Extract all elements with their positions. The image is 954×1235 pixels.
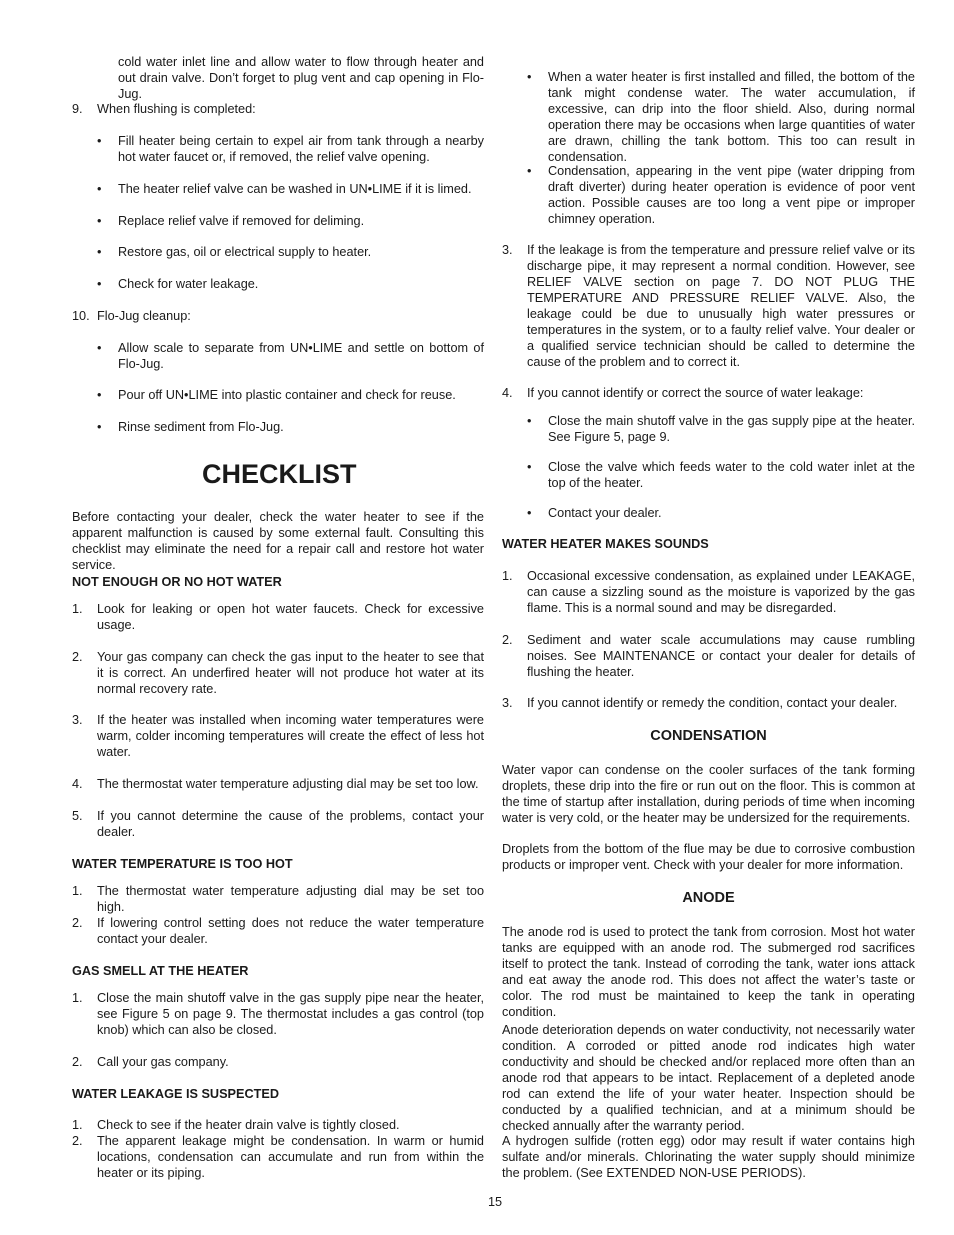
item-text: Call your gas company.	[97, 1055, 229, 1069]
item-number: 2.	[72, 916, 83, 930]
bullet-icon: •	[527, 506, 532, 520]
bullet-item	[502, 459, 915, 491]
too-hot-heading: WATER TEMPERATURE IS TOO HOT	[72, 857, 293, 871]
anode-heading: ANODE	[682, 890, 735, 906]
bullet-item	[72, 387, 484, 403]
bullet-text: Close the valve which feeds water to the cold water inlet at the top of the heater.	[548, 460, 915, 490]
item-number: 2.	[72, 650, 83, 664]
anode-paragraph: The anode rod is used to protect the tank from corrosion. Most hot water tanks are equipped with an anode rod. The submerged rod sacrifices itself to protect the tank. Instead of corroding the tank, water ions attack and eat away the anode rod. This does not affect the water’s taste or color. The rod must be maintained to keep the tank in operating condition.	[502, 925, 915, 1019]
bullet-icon: •	[527, 460, 532, 474]
condensation-heading: CONDENSATION	[650, 728, 767, 744]
bullet-icon: •	[97, 182, 102, 196]
bullet-text: Close the main shutoff valve in the gas supply pipe at the heater. See Figure 5, page 9.	[548, 414, 915, 444]
item-text: The apparent leakage might be condensation. In warm or humid locations, condensation can accumulate and run from within the heater or its piping.	[97, 1134, 484, 1180]
bullet-text: Allow scale to separate from UN•LIME and settle on bottom of Flo-Jug.	[118, 341, 484, 371]
item-number: 5.	[72, 809, 83, 823]
anode-paragraph: A hydrogen sulfide (rotten egg) odor may result if water contains high sulfate and/or minerals. Chlorinating the water supply should minimize the problem. (See EXTENDED NON-USE PERIODS).	[502, 1134, 915, 1180]
item-number: 1.	[72, 991, 83, 1005]
item-number: 1.	[72, 602, 83, 616]
item-text: If lowering control setting does not reduce the water temperature contact your dealer.	[97, 916, 484, 946]
bullet-text: Restore gas, oil or electrical supply to heater.	[118, 245, 372, 259]
bullet-item	[72, 244, 484, 260]
item-text: Look for leaking or open hot water faucets. Check for excessive usage.	[97, 602, 484, 632]
section-title: CHECKLIST	[202, 459, 357, 489]
item-number: 4.	[72, 777, 83, 791]
item-number: 2.	[502, 633, 513, 647]
item-number: 4.	[502, 386, 513, 400]
numbered-item	[72, 1133, 484, 1181]
bullet-text: The heater relief valve can be washed in UN•LIME if it is limed.	[118, 182, 472, 196]
bullet-text: Pour off UN•LIME into plastic container and check for reuse.	[118, 388, 456, 402]
item-number: 2.	[72, 1055, 83, 1069]
numbered-item	[72, 1117, 484, 1133]
bullet-icon: •	[527, 164, 532, 178]
step-number: 10.	[72, 309, 90, 323]
bullet-item	[72, 181, 484, 197]
item-text: If the leakage is from the temperature and pressure relief valve or its discharge pipe, it may represent a normal condition. However, see RELIEF VALVE section on page 7. DO NOT PLUG THE TEMPERATURE AND PRESSURE RELIEF VALVE. Also, the leakage could be due to unusually high water pressures or temperatures in the system, or to a faulty relief valve. Your dealer or a qualified service technician should be called to determine the cause of the problem and to correct it.	[527, 243, 915, 369]
numbered-item	[72, 1054, 484, 1070]
bullet-text: Condensation, appearing in the vent pipe (water dripping from draft diverter) during heater operation is evidence of poor vent action. Possible causes are too long a vent pipe or improper chimney operation.	[548, 164, 915, 226]
bullet-icon: •	[97, 134, 102, 148]
bullet-item	[72, 419, 484, 435]
bullet-icon: •	[97, 341, 102, 355]
condensation-paragraph: Water vapor can condense on the cooler surfaces of the tank forming droplets, these drip into the fire or run out on the floor. This is common at the time of startup after installation, during periods of time when incoming water is very cold, or the heater may be undersized for the requirements.	[502, 763, 915, 825]
item-text: Sediment and water scale accumulations may cause rumbling noises. See MAINTENANCE or contact your dealer for details of flushing the heater.	[527, 633, 915, 679]
sounds-heading: WATER HEATER MAKES SOUNDS	[502, 537, 709, 551]
anode-paragraph: Anode deterioration depends on water conductivity, not necessarily water condition. A corroded or pitted anode rod indicates high water conductivity and should be checked and/or replaced more often than an anode rod that appears to be intact. Replacement of a depleted anode rod can extend the life of your water heater. Inspection should be conducted by a qualified technician, and at a minimum should be checked annually after the warranty period.	[502, 1023, 915, 1133]
bullet-item	[72, 340, 484, 372]
bullet-item	[502, 163, 915, 227]
bullet-text: Rinse sediment from Flo-Jug.	[118, 420, 284, 434]
item-text: Occasional excessive condensation, as explained under LEAKAGE, can cause a sizzling sound as the moisture is vaporized by the gas flame. This is a normal sound and may be disregarded.	[527, 569, 915, 615]
bullet-text: Check for water leakage.	[118, 277, 259, 291]
numbered-item	[502, 242, 915, 370]
step-10	[72, 308, 484, 324]
step-text: When flushing is completed:	[97, 102, 256, 116]
bullet-text: When a water heater is first installed and filled, the bottom of the tank might condense water. The water accumulation, if excessive, can drip into the floor shield. Also, during normal operation there may be occasions when large quantities of water are drawn, chilling the tank bottom. This too can result in condensation.	[548, 70, 915, 164]
bullet-item	[502, 69, 915, 165]
bullet-icon: •	[97, 214, 102, 228]
flush-continuation	[72, 54, 484, 102]
numbered-item	[72, 808, 484, 840]
item-number: 2.	[72, 1134, 83, 1148]
bullet-text: Contact your dealer.	[548, 506, 662, 520]
page-number: 15	[487, 1195, 503, 1209]
item-text: Check to see if the heater drain valve is tightly closed.	[97, 1118, 400, 1132]
step-text: Flo-Jug cleanup:	[97, 309, 191, 323]
continuation-text: cold water inlet line and allow water to flow through heater and out drain valve. Don’t forget to plug vent and cap opening in Flo-Jug.	[118, 55, 484, 101]
numbered-item	[72, 649, 484, 697]
item-text: Close the main shutoff valve in the gas supply pipe near the heater, see Figure 5 on page 9. The thermostat includes a gas control (top knob) which can also be closed.	[97, 991, 484, 1037]
step-9	[72, 101, 484, 117]
numbered-item	[72, 712, 484, 760]
bullet-item	[502, 505, 915, 521]
item-text: If the heater was installed when incoming water temperatures were warm, colder incoming temperatures will create the effect of less hot water.	[97, 713, 484, 759]
numbered-item	[72, 601, 484, 633]
checklist-intro	[72, 509, 484, 573]
bullet-icon: •	[527, 70, 532, 84]
leakage-heading: WATER LEAKAGE IS SUSPECTED	[72, 1087, 280, 1101]
bullet-item	[502, 413, 915, 445]
bullet-icon: •	[97, 420, 102, 434]
item-text: If you cannot determine the cause of the problems, contact your dealer.	[97, 809, 484, 839]
item-number: 3.	[72, 713, 83, 727]
checklist-title	[202, 459, 484, 489]
item-number: 1.	[72, 1118, 83, 1132]
not-enough-heading: NOT ENOUGH OR NO HOT WATER	[72, 575, 282, 589]
bullet-text: Fill heater being certain to expel air from tank through a nearby hot water faucet or, if removed, the relief valve opening.	[118, 134, 484, 164]
numbered-item	[502, 632, 915, 680]
bullet-icon: •	[97, 245, 102, 259]
bullet-item	[72, 213, 484, 229]
numbered-item	[72, 915, 484, 947]
item-text: If you cannot identify or remedy the condition, contact your dealer.	[527, 696, 898, 710]
numbered-item	[502, 568, 915, 616]
bullet-icon: •	[97, 277, 102, 291]
item-number: 1.	[72, 884, 83, 898]
item-number: 3.	[502, 696, 513, 710]
item-text: The thermostat water temperature adjusting dial may be set too high.	[97, 884, 484, 914]
numbered-item	[72, 990, 484, 1038]
condensation-paragraph: Droplets from the bottom of the flue may be due to corrosive combustion products or improper vent. Check with your dealer for more information.	[502, 842, 915, 872]
numbered-item	[72, 883, 484, 915]
item-number: 3.	[502, 243, 513, 257]
numbered-item	[502, 695, 915, 711]
step-number: 9.	[72, 102, 83, 116]
numbered-item	[72, 776, 484, 792]
bullet-text: Replace relief valve if removed for deliming.	[118, 214, 365, 228]
numbered-item	[502, 385, 915, 401]
item-text: The thermostat water temperature adjusting dial may be set too low.	[97, 777, 479, 791]
gas-smell-heading: GAS SMELL AT THE HEATER	[72, 964, 249, 978]
item-text: Your gas company can check the gas input to the heater to see that it is correct. An underfired heater will not produce hot water at its normal recovery rate.	[97, 650, 484, 696]
item-number: 1.	[502, 569, 513, 583]
item-text: If you cannot identify or correct the source of water leakage:	[527, 386, 864, 400]
bullet-icon: •	[97, 388, 102, 402]
bullet-icon: •	[527, 414, 532, 428]
intro-text: Before contacting your dealer, check the water heater to see if the apparent malfunction is caused by some external fault. Consulting this checklist may eliminate the need for a repair call and restore hot water service.	[72, 510, 484, 572]
bullet-item	[72, 276, 484, 292]
bullet-item	[72, 133, 484, 165]
